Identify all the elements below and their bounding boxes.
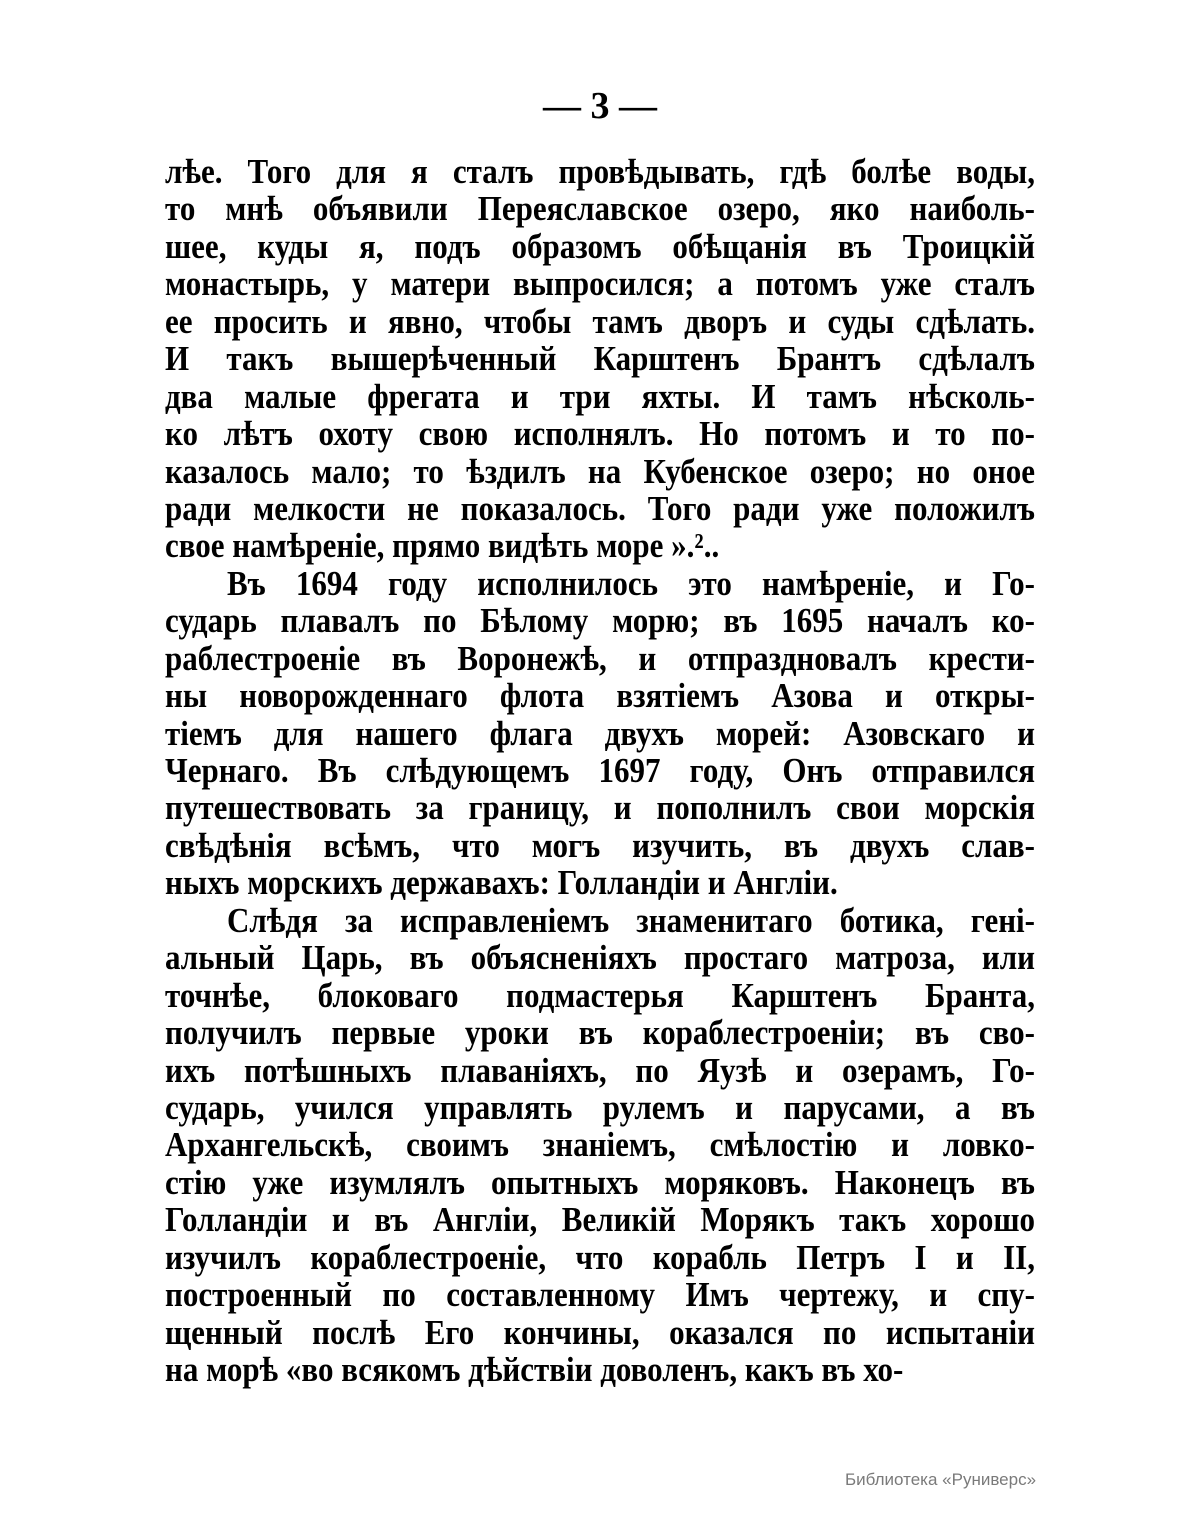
text-line: ради мелкости не показалось. Того ради уже положилъ [165, 488, 1035, 529]
text-line: шее, куды я, подъ образомъ обѣщанія въ Троицкій [165, 226, 1035, 266]
text-line: Слѣдя за исправленіемъ знаменитаго ботика, гені- [227, 900, 1035, 940]
text-line: ныхъ морскихъ державахъ: Голландіи и Англіи. [165, 863, 838, 903]
text-line: свое намѣреніе, прямо видѣть море ».².. [165, 526, 720, 566]
text-line: сударь плавалъ по Бѣлому морю; въ 1695 началъ ко- [165, 601, 1035, 641]
body-text [165, 153, 1035, 1388]
text-line: щенный послѣ Его кончины, оказался по испытаніи [165, 1312, 1035, 1352]
text-line: Чернаго. Въ слѣдующемъ 1697 году, Онъ отправился [165, 750, 1035, 791]
text-line: свѣдѣнія всѣмъ, что могъ изучить, въ двухъ слав- [165, 825, 1035, 865]
text-line: на морѣ «во всякомъ дѣйствіи доволенъ, какъ въ хо- [165, 1349, 904, 1390]
text-line: ны новорожденнаго флота взятіемъ Азова и откры- [165, 675, 1035, 716]
text-line: ко лѣтъ охоту свою исполнялъ. Но потомъ и то по- [165, 413, 1035, 454]
text-line: И такъ вышерѣченный Карштенъ Брантъ сдѣлалъ [165, 339, 1035, 379]
text-line: изучилъ кораблестроеніе, что корабль Петръ I и II, [165, 1237, 1035, 1277]
paragraph [165, 902, 1035, 1389]
text-line: раблестроеніе въ Воронежѣ, и отпраздновалъ крести- [165, 638, 1035, 678]
text-line: Архангельскѣ, своимъ знаніемъ, смѣлостію и ловко- [165, 1125, 1035, 1165]
text-line: Въ 1694 году исполнилось это намѣреніе, и Го- [227, 563, 1035, 603]
text-line: ихъ потѣшныхъ плаваніяхъ, по Яузѣ и озерамъ, Го- [165, 1050, 1035, 1090]
text-line: казалось мало; то ѣздилъ на Кубенское озеро; но оное [165, 451, 1035, 491]
text-line: ее просить и явно, чтобы тамъ дворъ и суды сдѣлать. [165, 301, 1035, 341]
text-line: сударь, учился управлять рулемъ и парусами, а въ [165, 1087, 1035, 1128]
text-line: тіемъ для нашего флага двухъ морей: Азовскаго и [165, 713, 1035, 753]
text-line: лѣе. Того для я сталъ провѣдывать, гдѣ болѣе воды, [165, 151, 1035, 192]
paragraph [165, 153, 1035, 565]
text-line: получилъ первые уроки въ кораблестроеніи; въ сво- [165, 1012, 1035, 1053]
page-number: — 3 — [543, 85, 657, 127]
text-line: монастырь, у матери выпросился; а потомъ уже сталъ [165, 264, 1035, 304]
text-line: то мнѣ объявили Переяславское озеро, яко наиболь- [165, 189, 1035, 229]
text-line: точнѣе, блоковаго подмастерья Карштенъ Бранта, [165, 975, 1035, 1015]
text-line: стію уже изумлялъ опытныхъ моряковъ. Наконецъ въ [165, 1162, 1035, 1202]
text-line: построенный по составленному Имъ чертежу, и спу- [165, 1274, 1035, 1315]
library-watermark: Библиотека «Руниверс» [845, 1470, 1037, 1489]
text-line: два малые фрегата и три яхты. И тамъ нѣсколь- [165, 376, 1035, 416]
paragraph [165, 565, 1035, 902]
text-line: путешествовать за границу, и пополнилъ свои морскія [165, 788, 1035, 828]
text-line: альный Царь, въ объясненіяхъ простаго матроза, или [165, 938, 1035, 978]
text-line: Голландіи и въ Англіи, Великій Морякъ такъ хорошо [165, 1200, 1035, 1240]
